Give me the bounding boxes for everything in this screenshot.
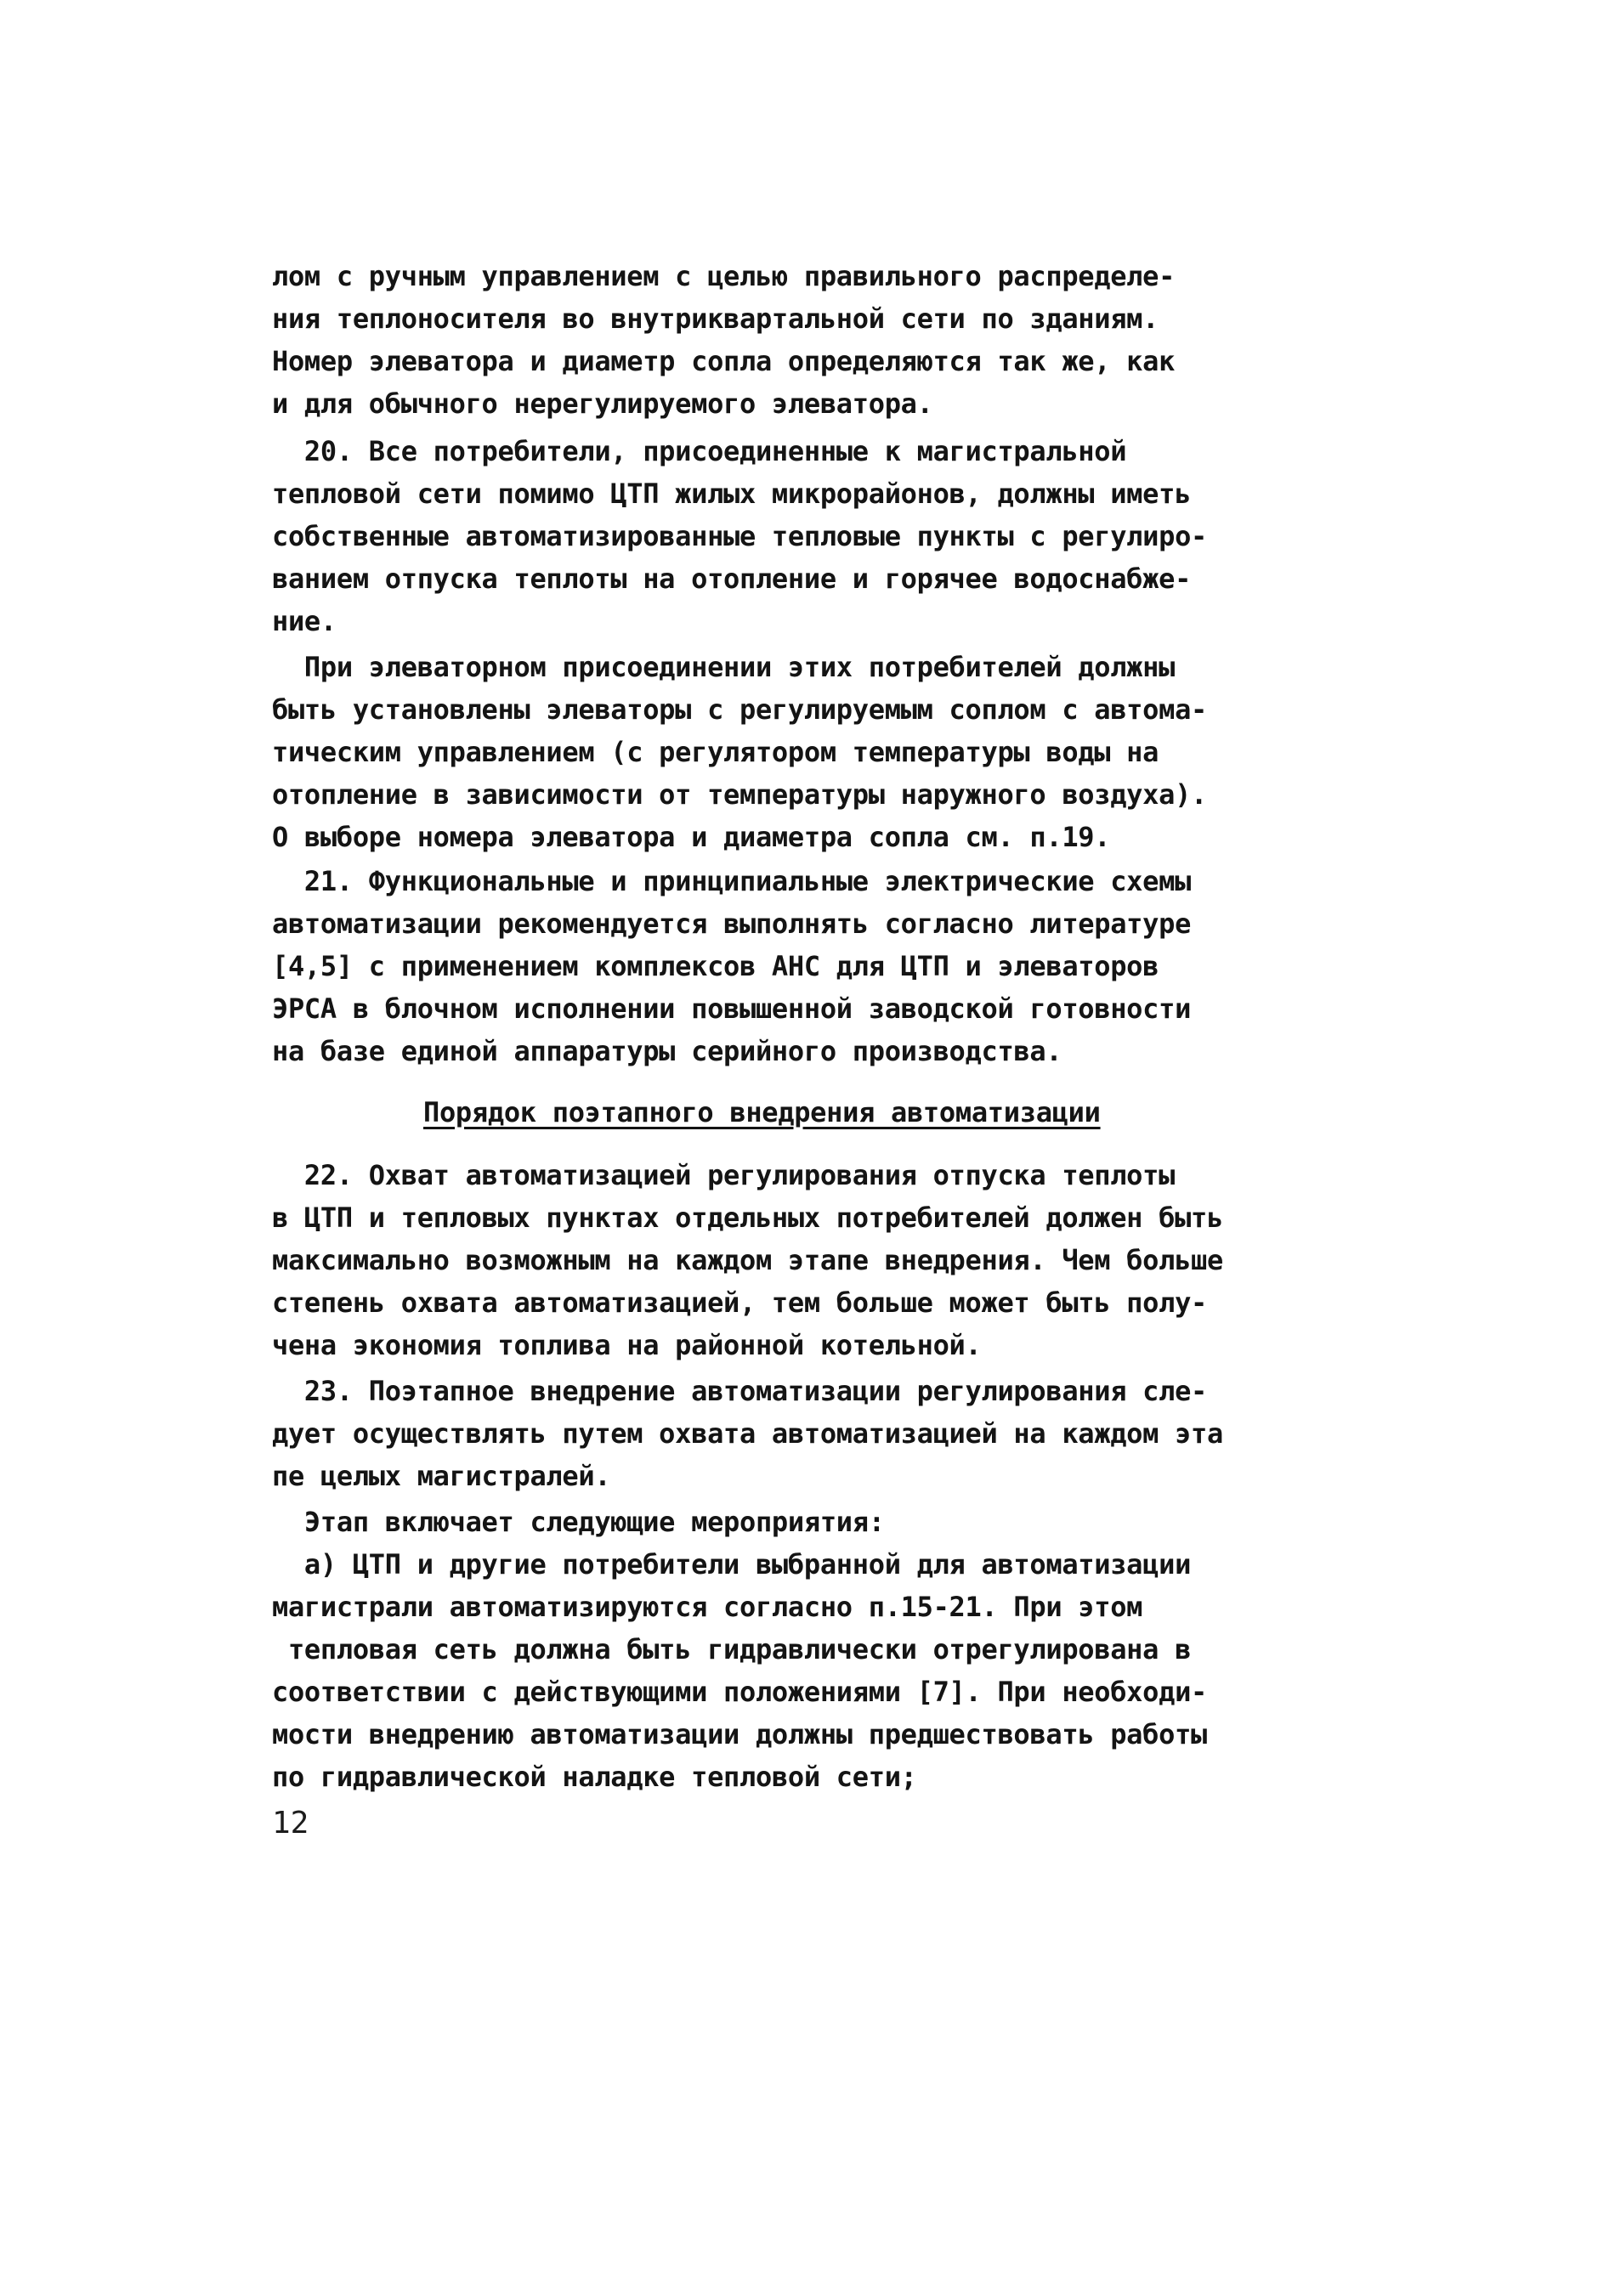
text-line: 20. Все потребители, присоединенные к магистральной — [272, 435, 1127, 467]
text-line: собственные автоматизированные тепловые пункты с регулиро- — [272, 520, 1208, 552]
text-line: и для обычного нерегулируемого элеватора. — [272, 387, 933, 420]
paragraph-stage-measures — [272, 1501, 1292, 1798]
text-line: отопление в зависимости от температуры наружного воздуха). — [272, 778, 1208, 811]
text-line: соответствии с действующими положениями [7]. При необходи- — [272, 1676, 1208, 1708]
text-line: ванием отпуска теплоты на отопление и горячее водоснабже- — [272, 563, 1192, 595]
paragraph-elevator-end — [272, 255, 1292, 425]
text-line: магистрали автоматизируются согласно п.15-21. При этом — [272, 1591, 1143, 1623]
text-line: чена экономия топлива на районной котельной. — [272, 1329, 982, 1361]
text-line: ЭРСА в блочном исполнении повышенной заводской готовности — [272, 992, 1192, 1025]
text-line: При элеваторном присоединении этих потребителей должны — [272, 651, 1176, 683]
text-line: на базе единой аппаратуры серийного производства. — [272, 1035, 1062, 1067]
text-line: тическим управлением (с регулятором температуры воды на — [272, 736, 1159, 768]
text-line: а) ЦТП и другие потребители выбранной для автоматизации — [272, 1548, 1192, 1581]
text-line: по гидравлической наладке тепловой сети; — [272, 1761, 917, 1793]
text-line: максимально возможным на каждом этапе внедрения. Чем больше — [272, 1244, 1223, 1276]
text-line: лом с ручным управлением с целью правильного распределе- — [272, 260, 1176, 292]
text-line: 21. Функциональные и принципиальные электрические схемы — [272, 865, 1192, 897]
text-line: 22. Охват автоматизацией регулирования отпуска теплоты — [272, 1159, 1176, 1191]
text-line: степень охвата автоматизацией, тем больше может быть полу- — [272, 1287, 1208, 1319]
page-number: 12 — [272, 1806, 309, 1841]
text-line: пе целых магистралей. — [272, 1460, 611, 1492]
paragraph-elevator-connection — [272, 646, 1292, 858]
paragraph-20 — [272, 430, 1292, 642]
paragraph-23 — [272, 1370, 1292, 1497]
text-line: тепловой сети помимо ЦТП жилых микрорайонов, должны иметь — [272, 478, 1192, 510]
paragraph-22 — [272, 1154, 1292, 1366]
text-line: Номер элеватора и диаметр сопла определяются так же, как — [272, 345, 1176, 377]
text-line: мости внедрению автоматизации должны предшествовать работы — [272, 1718, 1208, 1750]
text-line: Этап включает следующие мероприятия: — [272, 1506, 885, 1538]
section-heading: Порядок поэтапного внедрения автоматизации — [423, 1096, 1101, 1128]
text-line: в ЦТП и тепловых пунктах отдельных потребителей должен быть — [272, 1202, 1223, 1234]
text-line: автоматизации рекомендуется выполнять согласно литературе — [272, 908, 1192, 940]
text-line: 23. Поэтапное внедрение автоматизации регулирования сле- — [272, 1375, 1208, 1407]
paragraph-21 — [272, 860, 1292, 1072]
text-line: ния теплоносителя во внутриквартальной сети по зданиям. — [272, 303, 1159, 335]
text-line: дует осуществлять путем охвата автоматизацией на каждом эта — [272, 1417, 1223, 1450]
text-line: тепловая сеть должна быть гидравлически отрегулирована в — [272, 1633, 1192, 1665]
text-line: быть установлены элеваторы с регулируемым соплом с автома- — [272, 693, 1208, 726]
text-line: ние. — [272, 605, 337, 637]
text-line: [4,5] с применением комплексов АНС для ЦТП и элеваторов — [272, 950, 1159, 982]
text-line: О выборе номера элеватора и диаметра сопла см. п.19. — [272, 821, 1111, 853]
